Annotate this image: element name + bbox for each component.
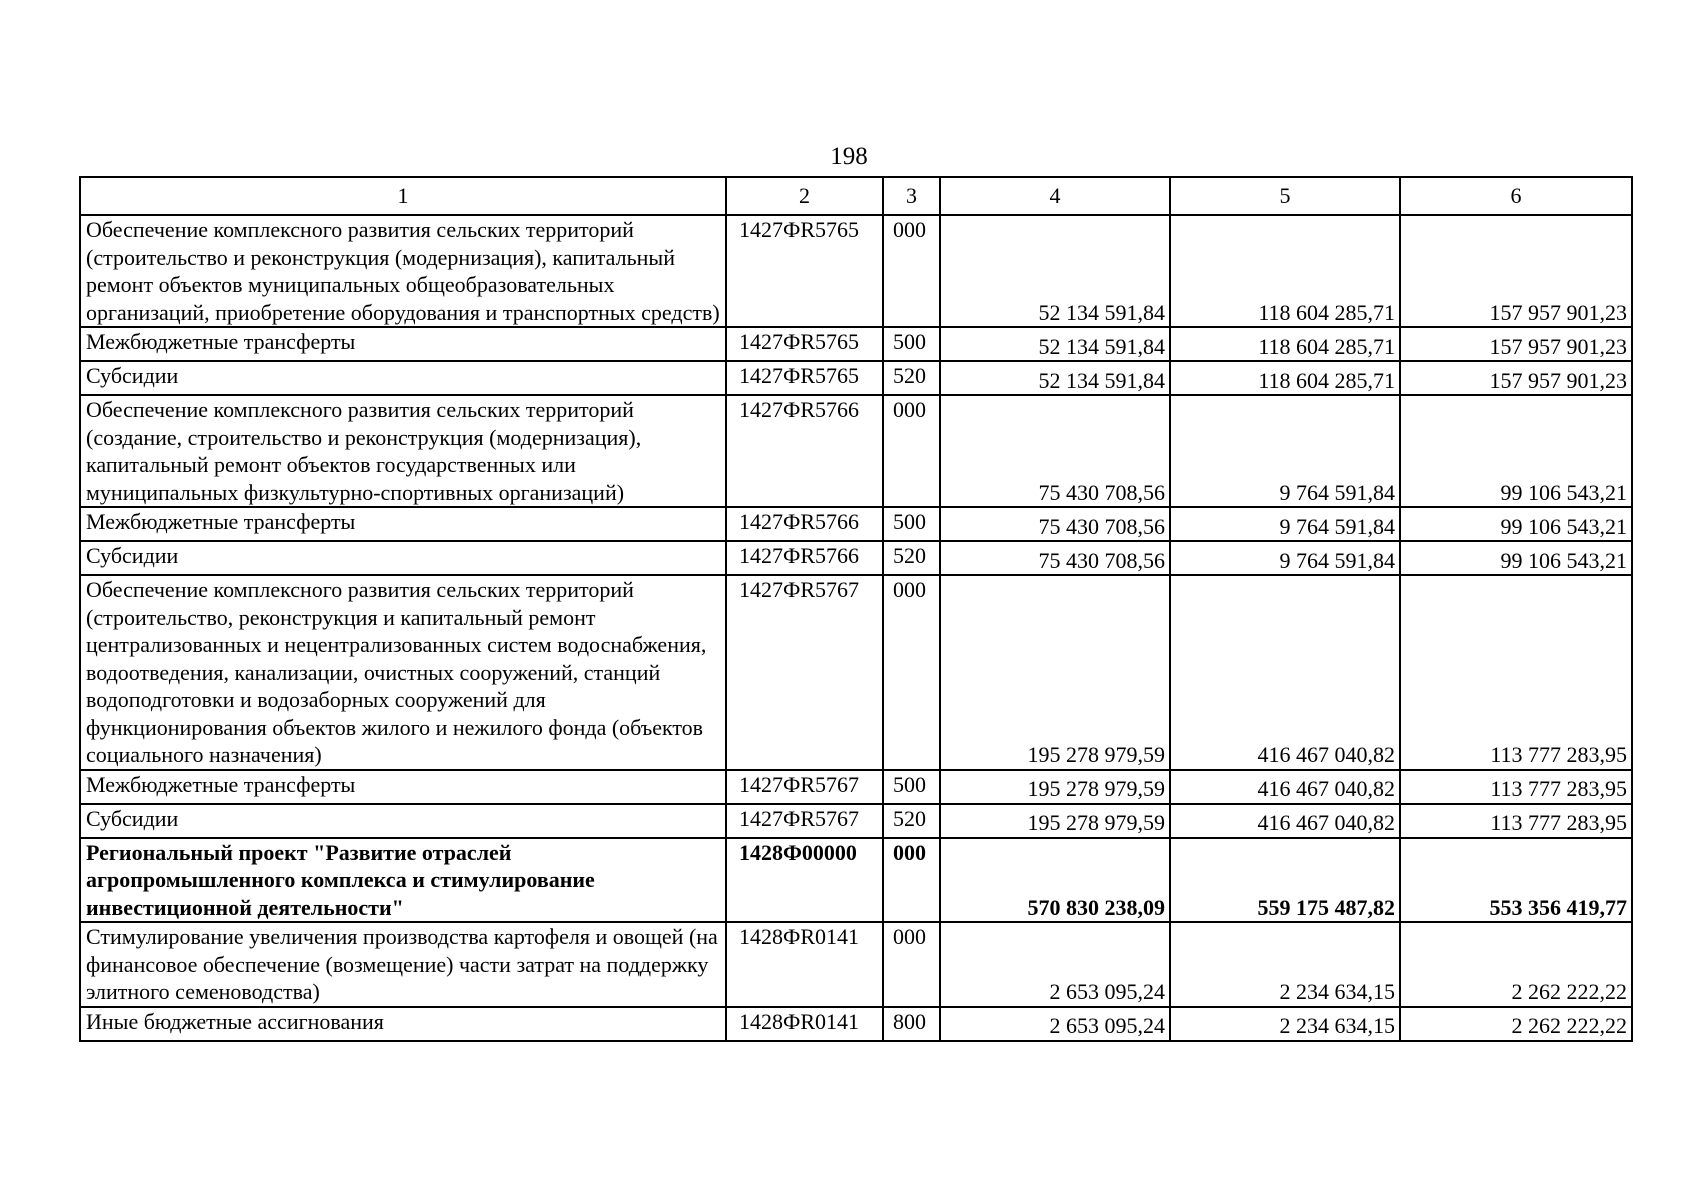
- header-cell-1: 1: [80, 177, 726, 215]
- row-expense-type: 520: [883, 541, 940, 575]
- row-code: 1427ФR5765: [726, 327, 883, 361]
- row-value-6: 113 777 283,95: [1400, 804, 1632, 838]
- row-code: 1428ФR0141: [726, 1007, 883, 1041]
- row-expense-type: 500: [883, 770, 940, 804]
- row-expense-type: 000: [883, 838, 940, 923]
- budget-table: [79, 176, 1633, 1042]
- row-value-6: 99 106 543,21: [1400, 395, 1632, 507]
- row-name: Обеспечение комплексного развития сельских территорий (строительство, реконструкция и капитальный ремонт централизованных и нецентрализованных систем водоснабжения, водоотведения, канализации, очистных сооружений, станций водоподготовки и водозаборных сооружений для функционирования объектов жилого и нежилого фонда (объектов социального назначения): [80, 575, 726, 770]
- row-value-6: 113 777 283,95: [1400, 575, 1632, 770]
- row-expense-type: 000: [883, 922, 940, 1007]
- row-value-4: 195 278 979,59: [940, 575, 1170, 770]
- row-value-4: 75 430 708,56: [940, 395, 1170, 507]
- table-row: [80, 770, 1632, 804]
- row-value-6: 157 957 901,23: [1400, 361, 1632, 395]
- row-code: 1428ФR0141: [726, 922, 883, 1007]
- row-value-4: 52 134 591,84: [940, 327, 1170, 361]
- header-cell-4: 4: [940, 177, 1170, 215]
- row-value-5: 118 604 285,71: [1170, 215, 1400, 327]
- row-value-5: 9 764 591,84: [1170, 541, 1400, 575]
- row-value-4: 195 278 979,59: [940, 804, 1170, 838]
- row-value-4: 75 430 708,56: [940, 541, 1170, 575]
- header-cell-2: 2: [726, 177, 883, 215]
- row-name: Обеспечение комплексного развития сельских территорий (строительство и реконструкция (модернизация), капитальный ремонт объектов муниципальных общеобразовательных организаций, приобретение оборудования и транспортных средств): [80, 215, 726, 327]
- row-expense-type: 500: [883, 507, 940, 541]
- row-expense-type: 800: [883, 1007, 940, 1041]
- table-row: [80, 215, 1632, 327]
- row-value-6: 2 262 222,22: [1400, 922, 1632, 1007]
- row-name: Межбюджетные трансферты: [80, 507, 726, 541]
- row-value-5: 9 764 591,84: [1170, 395, 1400, 507]
- row-value-6: 99 106 543,21: [1400, 541, 1632, 575]
- row-value-4: 2 653 095,24: [940, 922, 1170, 1007]
- row-name: Субсидии: [80, 361, 726, 395]
- table-row-section: [80, 838, 1632, 923]
- row-code: 1427ФR5766: [726, 507, 883, 541]
- table-row: [80, 395, 1632, 507]
- row-name: Обеспечение комплексного развития сельских территорий (создание, строительство и реконструкция (модернизация), капитальный ремонт объектов государственных или муниципальных физкультурно-спортивных организаций): [80, 395, 726, 507]
- row-code: 1428Ф00000: [726, 838, 883, 923]
- row-name: Региональный проект "Развитие отраслей агропромышленного комплекса и стимулирование инвестиционной деятельности": [80, 838, 726, 923]
- table-row: [80, 922, 1632, 1007]
- header-cell-3: 3: [883, 177, 940, 215]
- page-number: 198: [830, 143, 868, 170]
- row-value-6: 113 777 283,95: [1400, 770, 1632, 804]
- row-value-6: 157 957 901,23: [1400, 215, 1632, 327]
- row-value-6: 157 957 901,23: [1400, 327, 1632, 361]
- row-value-5: 118 604 285,71: [1170, 361, 1400, 395]
- row-value-5: 118 604 285,71: [1170, 327, 1400, 361]
- header-cell-6: 6: [1400, 177, 1632, 215]
- row-value-6: 553 356 419,77: [1400, 838, 1632, 923]
- row-value-5: 9 764 591,84: [1170, 507, 1400, 541]
- row-code: 1427ФR5765: [726, 361, 883, 395]
- header-row: [80, 177, 1632, 215]
- row-value-6: 99 106 543,21: [1400, 507, 1632, 541]
- table-row: [80, 361, 1632, 395]
- row-expense-type: 000: [883, 395, 940, 507]
- row-expense-type: 000: [883, 215, 940, 327]
- table-row: [80, 541, 1632, 575]
- row-code: 1427ФR5767: [726, 804, 883, 838]
- row-value-5: 2 234 634,15: [1170, 922, 1400, 1007]
- table-row: [80, 1007, 1632, 1041]
- header-cell-5: 5: [1170, 177, 1400, 215]
- row-expense-type: 000: [883, 575, 940, 770]
- row-name: Иные бюджетные ассигнования: [80, 1007, 726, 1041]
- table-row: [80, 327, 1632, 361]
- row-value-4: 195 278 979,59: [940, 770, 1170, 804]
- row-value-6: 2 262 222,22: [1400, 1007, 1632, 1041]
- row-value-4: 75 430 708,56: [940, 507, 1170, 541]
- row-code: 1427ФR5765: [726, 215, 883, 327]
- row-value-4: 52 134 591,84: [940, 361, 1170, 395]
- row-value-5: 416 467 040,82: [1170, 575, 1400, 770]
- row-value-5: 2 234 634,15: [1170, 1007, 1400, 1041]
- row-expense-type: 500: [883, 327, 940, 361]
- row-name: Субсидии: [80, 804, 726, 838]
- row-name: Субсидии: [80, 541, 726, 575]
- table-row: [80, 575, 1632, 770]
- table-row: [80, 507, 1632, 541]
- row-value-5: 416 467 040,82: [1170, 804, 1400, 838]
- row-code: 1427ФR5767: [726, 575, 883, 770]
- row-value-4: 570 830 238,09: [940, 838, 1170, 923]
- row-value-4: 52 134 591,84: [940, 215, 1170, 327]
- row-name: Межбюджетные трансферты: [80, 770, 726, 804]
- table-row: [80, 804, 1632, 838]
- row-value-4: 2 653 095,24: [940, 1007, 1170, 1041]
- row-name: Стимулирование увеличения производства картофеля и овощей (на финансовое обеспечение (возмещение) части затрат на поддержку элитного семеноводства): [80, 922, 726, 1007]
- row-value-5: 559 175 487,82: [1170, 838, 1400, 923]
- row-code: 1427ФR5766: [726, 541, 883, 575]
- row-value-5: 416 467 040,82: [1170, 770, 1400, 804]
- row-expense-type: 520: [883, 804, 940, 838]
- row-code: 1427ФR5767: [726, 770, 883, 804]
- row-name: Межбюджетные трансферты: [80, 327, 726, 361]
- row-code: 1427ФR5766: [726, 395, 883, 507]
- row-expense-type: 520: [883, 361, 940, 395]
